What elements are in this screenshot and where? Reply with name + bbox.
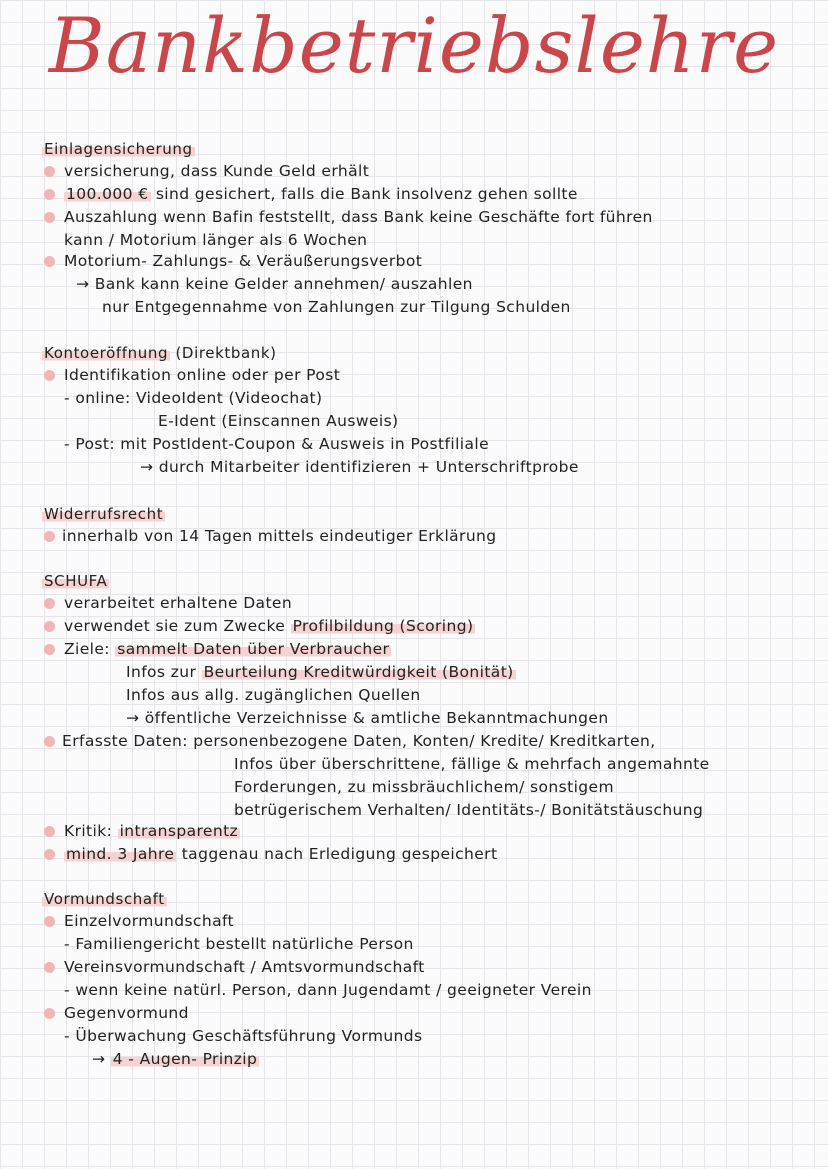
bullet (44, 644, 55, 655)
text-line: - Familiengericht bestellt natürliche Person (64, 935, 414, 953)
text-line: Identifikation online oder per Post (64, 366, 341, 384)
text-line: 100.000 € sind gesichert, falls die Bank insolvenz gehen sollte (66, 185, 578, 203)
bullet (44, 916, 55, 927)
text-line: versicherung, dass Kunde Geld erhält (64, 162, 370, 180)
bullet (44, 598, 55, 609)
text-line: → öffentliche Verzeichnisse & amtliche Bekanntmachungen (126, 709, 609, 727)
text-line: Erfasste Daten: personenbezogene Daten, Konten/ Kredite/ Kreditkarten, (62, 732, 656, 750)
bullet (44, 1008, 55, 1019)
text-line: innerhalb von 14 Tagen mittels eindeutiger Erklärung (62, 527, 497, 545)
text-line: verwendet sie zum Zwecke Profilbildung (Scoring) (64, 617, 474, 635)
text-line: Gegenvormund (64, 1004, 189, 1022)
text-line: verarbeitet erhaltene Daten (64, 594, 293, 612)
text-line: E-Ident (Einscannen Ausweis) (158, 412, 399, 430)
text-line: Motorium- Zahlungs- & Veräußerungsverbot (64, 252, 423, 270)
bullet (44, 166, 55, 177)
text-line: Vereinsvormundschaft / Amtsvormundschaft (64, 958, 425, 976)
text-line: → 4 - Augen- Prinzip (92, 1050, 258, 1068)
text-line: betrügerischem Verhalten/ Identitäts-/ Bonitätstäuschung (234, 801, 704, 819)
text-line: - Post: mit PostIdent-Coupon & Ausweis in Postfiliale (64, 435, 490, 453)
text-line: → Bank kann keine Gelder annehmen/ auszahlen (76, 275, 473, 293)
text-line: Forderungen, zu missbräuchlichem/ sonstigem (234, 778, 614, 796)
heading-vormundschaft: Vormundschaft (44, 890, 165, 908)
text-line: - wenn keine natürl. Person, dann Jugendamt / geeigneter Verein (64, 981, 592, 999)
text-line: → durch Mitarbeiter identifizieren + Unterschriftprobe (140, 458, 579, 476)
text-line: - Überwachung Geschäftsführung Vormunds (64, 1027, 423, 1045)
bullet (44, 212, 55, 223)
bullet (44, 849, 55, 860)
text-line: Ziele: sammelt Daten über Verbraucher (64, 640, 390, 658)
bullet (44, 621, 55, 632)
text-line: nur Entgegennahme von Zahlungen zur Tilgung Schulden (102, 298, 571, 316)
text-line: Kritik: intransparentz (64, 822, 239, 840)
heading-widerrufsrecht: Widerrufsrecht (44, 505, 164, 523)
bullet (44, 736, 55, 747)
bullet (44, 256, 55, 267)
heading-kontoeroeffnung: Kontoeröffnung (Direktbank) (44, 344, 277, 362)
bullet (44, 370, 55, 381)
text-line: Einzelvormundschaft (64, 912, 235, 930)
text-line: - online: VideoIdent (Videochat) (64, 389, 323, 407)
text-line: Auszahlung wenn Bafin feststellt, dass Bank keine Geschäfte fort führen (64, 208, 653, 226)
bullet (44, 962, 55, 973)
text-line: kann / Motorium länger als 6 Wochen (64, 231, 368, 249)
text-line: Infos aus allg. zugänglichen Quellen (126, 686, 421, 704)
bullet (44, 826, 55, 837)
bullet (44, 189, 55, 200)
page-title: Bankbetriebslehre (48, 1, 780, 90)
text-line: Infos zur Beurteilung Kreditwürdigkeit (Bonität) (126, 663, 514, 681)
heading-schufa: SCHUFA (44, 572, 108, 590)
text-line: Infos über überschrittene, fällige & mehrfach angemahnte (234, 755, 710, 773)
heading-einlagensicherung: Einlagensicherung (44, 140, 193, 158)
text-line: mind. 3 Jahre taggenau nach Erledigung gespeichert (66, 845, 498, 863)
bullet (44, 531, 55, 542)
